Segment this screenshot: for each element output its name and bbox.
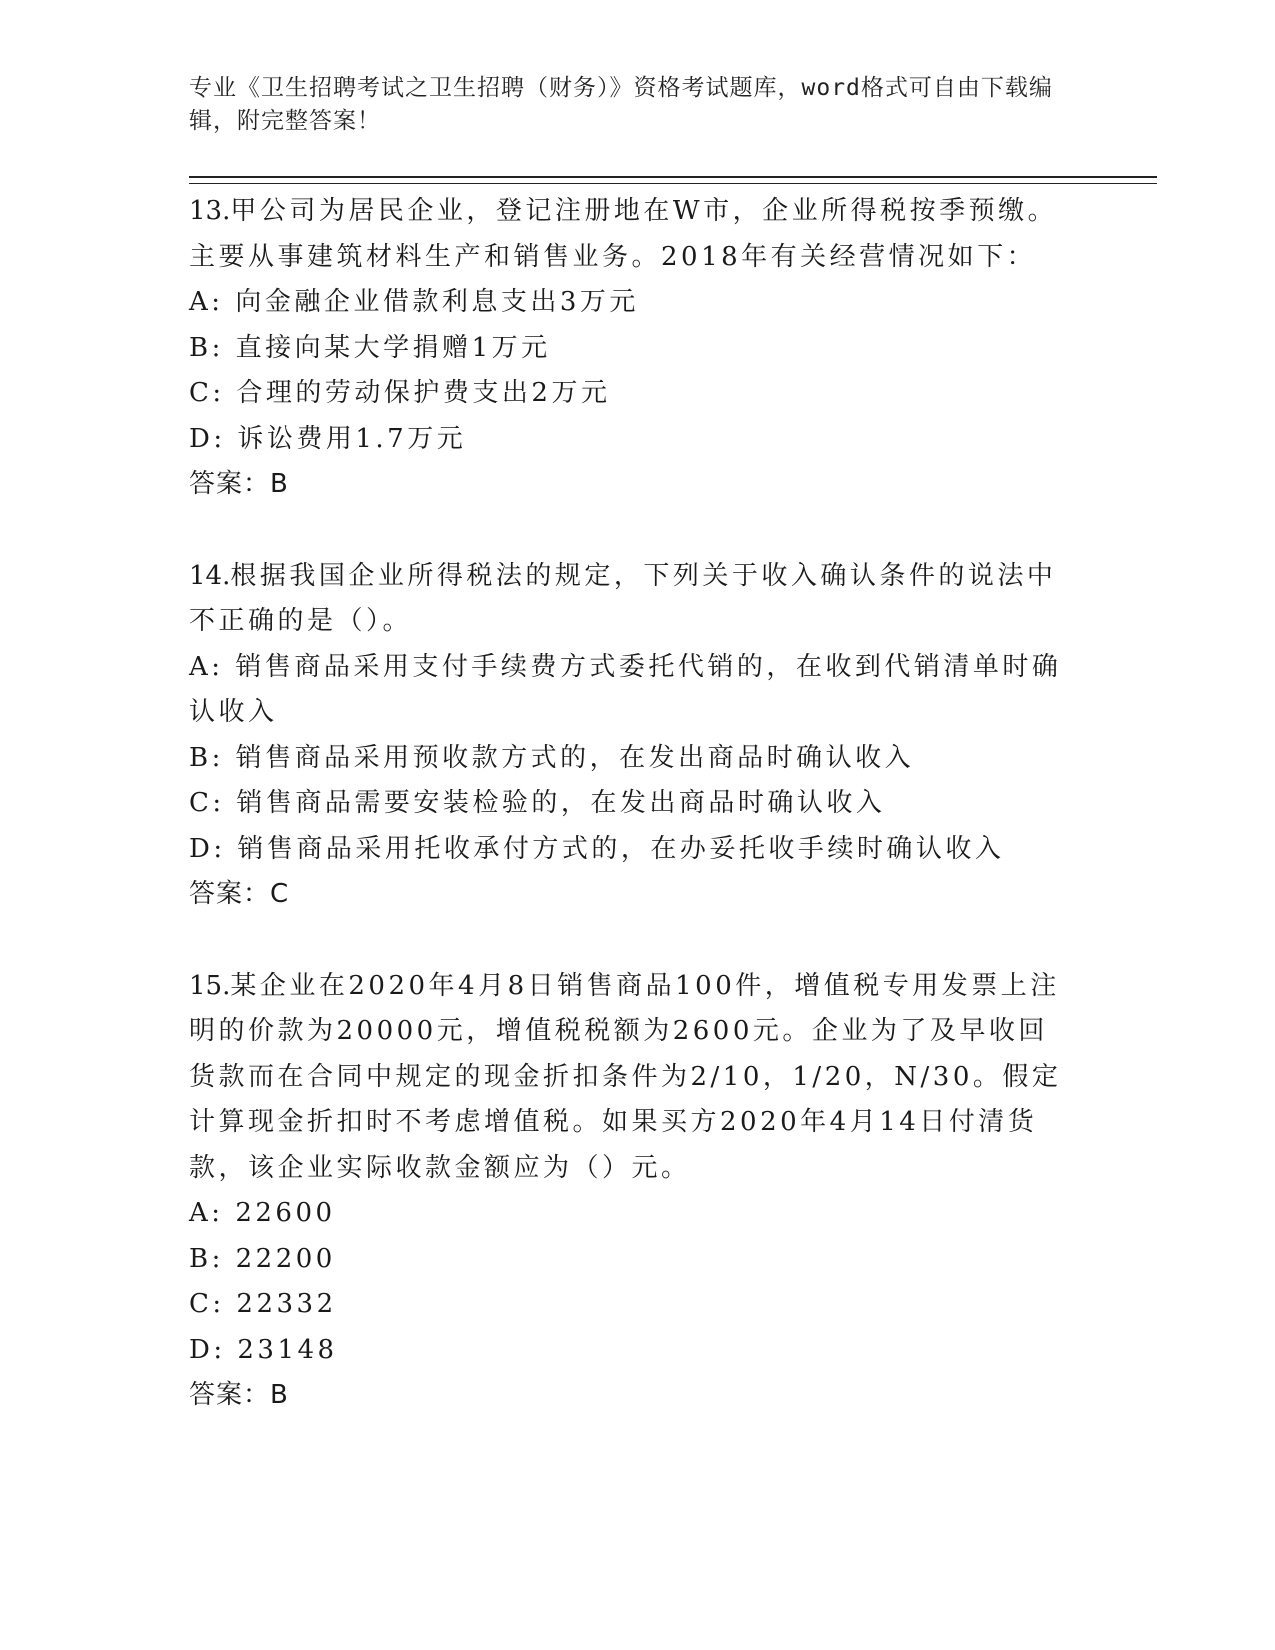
question-13 [189, 189, 1089, 508]
option-label: A: [189, 651, 224, 682]
option-label: B: [189, 742, 224, 773]
option-text: 向金融企业借款利息支出3万元 [235, 287, 639, 317]
option-text: 销售商品采用支付手续费方式委托代销的，在收到代销清单时确认收入 [189, 651, 1062, 727]
option-text: 22332 [236, 1289, 337, 1319]
option-c [189, 781, 1069, 827]
option-text: 22200 [235, 1243, 336, 1274]
header-divider-thin [189, 183, 1157, 184]
question-number: 13. [189, 196, 231, 226]
option-text: 销售商品需要安装检验的，在发出商品时确认收入 [236, 788, 886, 818]
question-stem [189, 189, 1069, 280]
option-label: B: [189, 332, 224, 363]
option-text: 合理的劳动保护费支出2万元 [236, 378, 611, 408]
option-label: C: [189, 1289, 225, 1319]
document-intro: 专业《卫生招聘考试之卫生招聘（财务）》资格考试题库，word格式可自由下载编辑，附完整答案！ [189, 75, 1053, 134]
answer-label: 答案： [189, 879, 271, 909]
answer-value: C [270, 879, 290, 909]
answer-line [189, 462, 1089, 508]
option-d [189, 417, 1069, 463]
option-c [189, 371, 1069, 417]
option-label: B: [189, 1243, 224, 1274]
option-text: 销售商品采用预收款方式的，在发出商品时确认收入 [235, 742, 915, 773]
option-label: C: [189, 378, 225, 408]
header-divider-thick [189, 176, 1157, 178]
option-label: D: [189, 1334, 226, 1365]
option-label: D: [189, 423, 226, 454]
option-label: C: [189, 788, 225, 818]
question-text: 某企业在2020年4月8日销售商品100件，增值税专用发票上注明的价款为20000元，增值税税额为2600元。企业为了及早收回货款而在合同中规定的现金折扣条件为2/10，1/20，N/30。假定计算现金折扣时不考虑增值税。如果买方2020年4月14日付清货款，该企业实际收款金额应为（）元。 [189, 970, 1062, 1183]
option-b [189, 1237, 1069, 1283]
answer-value: B [270, 1380, 289, 1410]
answer-line [189, 1373, 1089, 1419]
answer-label: 答案： [189, 469, 271, 499]
question-spacer [189, 508, 1089, 554]
question-15 [189, 964, 1089, 1419]
option-a [189, 1191, 1069, 1237]
question-number: 15. [189, 970, 231, 1001]
option-label: D: [189, 833, 226, 864]
question-stem [189, 554, 1069, 645]
option-c [189, 1282, 1069, 1328]
answer-line [189, 872, 1089, 918]
option-b [189, 326, 1069, 372]
question-stem [189, 964, 1069, 1192]
option-a [189, 645, 1069, 736]
question-text: 根据我国企业所得税法的规定，下列关于收入确认条件的说法中不正确的是（）。 [189, 560, 1057, 636]
answer-value: B [270, 469, 289, 499]
option-text: 23148 [237, 1334, 338, 1365]
question-list [189, 189, 1089, 1419]
question-number: 14. [189, 560, 231, 591]
option-text: 22600 [235, 1198, 336, 1228]
question-spacer [189, 918, 1089, 964]
option-a [189, 280, 1069, 326]
option-label: A: [189, 1198, 224, 1228]
option-label: A: [189, 287, 224, 317]
option-text: 直接向某大学捐赠1万元 [235, 332, 551, 363]
option-text: 诉讼费用1.7万元 [237, 423, 467, 454]
option-text: 销售商品采用托收承付方式的，在办妥托收手续时确认收入 [237, 833, 1005, 864]
answer-label: 答案： [189, 1380, 271, 1410]
option-b [189, 736, 1069, 782]
question-text: 甲公司为居民企业，登记注册地在W市，企业所得税按季预缴。主要从事建筑材料生产和销售业务。2018年有关经营情况如下： [189, 196, 1058, 272]
option-d [189, 827, 1069, 873]
option-d [189, 1328, 1069, 1374]
question-14 [189, 554, 1089, 918]
